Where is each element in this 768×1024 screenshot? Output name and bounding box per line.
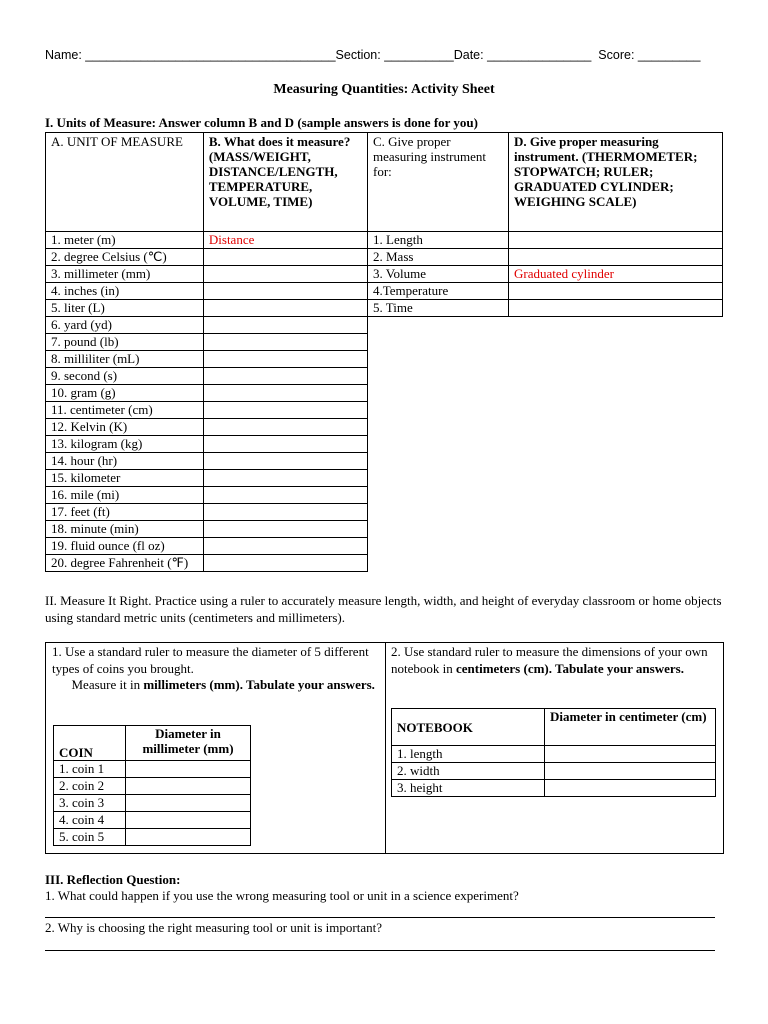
- measure-answer-cell[interactable]: [203, 334, 367, 351]
- table-row: [46, 453, 368, 470]
- notebook-label-cell: 1. length: [392, 746, 545, 763]
- notebook-measure-cell[interactable]: [545, 780, 716, 797]
- coin-table-header: [54, 726, 251, 761]
- unit-cell: 11. centimeter (cm): [46, 402, 204, 419]
- instrument-answer-cell[interactable]: [509, 283, 723, 300]
- instrument-answer-cell[interactable]: Graduated cylinder: [509, 266, 723, 283]
- coin-col-header: COIN: [54, 726, 126, 761]
- instruments-table: [367, 132, 723, 317]
- answer-line-2[interactable]: [45, 950, 715, 951]
- measure-answer-cell[interactable]: [203, 266, 367, 283]
- table-row: [46, 317, 368, 334]
- coin-label-cell: 3. coin 3: [54, 795, 126, 812]
- coin-table: [53, 725, 251, 846]
- coin-diameter-cell[interactable]: [126, 778, 251, 795]
- col-c-header: C. Give proper measuring instrument for:: [368, 133, 509, 232]
- table-row: [46, 300, 368, 317]
- section2-divider: [385, 642, 386, 854]
- measure-answer-cell[interactable]: [203, 317, 367, 334]
- quantity-cell: 1. Length: [368, 232, 509, 249]
- quantity-cell: 5. Time: [368, 300, 509, 317]
- measure-answer-cell[interactable]: [203, 300, 367, 317]
- unit-cell: 17. feet (ft): [46, 504, 204, 521]
- col-b-header: B. What does it measure? (MASS/WEIGHT, DISTANCE/LENGTH, TEMPERATURE, VOLUME, TIME): [203, 133, 367, 232]
- coin-diameter-cell[interactable]: [126, 795, 251, 812]
- table-row: [54, 829, 251, 846]
- task1-instructions: [52, 644, 377, 694]
- units-table: [45, 132, 368, 572]
- table-row: [54, 812, 251, 829]
- coin-label-cell: 5. coin 5: [54, 829, 126, 846]
- table-row: [392, 780, 716, 797]
- unit-cell: 20. degree Fahrenheit (℉): [46, 555, 204, 572]
- table-row: [368, 283, 723, 300]
- page-title: Measuring Quantities: Activity Sheet: [273, 82, 495, 97]
- measure-answer-cell[interactable]: Distance: [203, 232, 367, 249]
- table-row: [54, 778, 251, 795]
- measure-answer-cell[interactable]: [203, 538, 367, 555]
- measure-answer-cell[interactable]: [203, 504, 367, 521]
- units-table-header: [46, 133, 368, 232]
- table-row: [46, 521, 368, 538]
- table-row: [368, 300, 723, 317]
- table-row: [46, 283, 368, 300]
- measure-answer-cell[interactable]: [203, 419, 367, 436]
- unit-cell: 3. millimeter (mm): [46, 266, 204, 283]
- table-row: [368, 249, 723, 266]
- task1-line2-prefix: Measure it in: [71, 677, 144, 692]
- answer-line-1[interactable]: [45, 917, 715, 918]
- instrument-answer-cell[interactable]: [509, 249, 723, 266]
- student-info-line: Name: ____________________________________Section: __________Date: _______________ Score: _________: [45, 48, 701, 62]
- coin-diameter-cell[interactable]: [126, 812, 251, 829]
- unit-cell: 8. milliliter (mL): [46, 351, 204, 368]
- instrument-answer-cell[interactable]: [509, 232, 723, 249]
- task2-instructions: [391, 644, 716, 677]
- table-row: [46, 334, 368, 351]
- table-row: [46, 470, 368, 487]
- table-row: [46, 385, 368, 402]
- table-row: [392, 763, 716, 780]
- measure-answer-cell[interactable]: [203, 385, 367, 402]
- measure-answer-cell[interactable]: [203, 555, 367, 572]
- measure-answer-cell[interactable]: [203, 249, 367, 266]
- unit-cell: 16. mile (mi): [46, 487, 204, 504]
- reflection-question-1: 1. What could happen if you use the wrong measuring tool or unit in a science experiment?: [45, 888, 519, 903]
- unit-cell: 19. fluid ounce (fl oz): [46, 538, 204, 555]
- unit-cell: 10. gram (g): [46, 385, 204, 402]
- coin-label-cell: 1. coin 1: [54, 761, 126, 778]
- section1-heading: I. Units of Measure: Answer column B and D (sample answers is done for you): [45, 115, 478, 130]
- table-row: [46, 538, 368, 555]
- unit-cell: 6. yard (yd): [46, 317, 204, 334]
- unit-cell: 2. degree Celsius (℃): [46, 249, 204, 266]
- unit-cell: 14. hour (hr): [46, 453, 204, 470]
- quantity-cell: 3. Volume: [368, 266, 509, 283]
- coin-label-cell: 4. coin 4: [54, 812, 126, 829]
- notebook-measure-cell[interactable]: [545, 763, 716, 780]
- table-row: [368, 266, 723, 283]
- table-row: [46, 419, 368, 436]
- unit-cell: 15. kilometer: [46, 470, 204, 487]
- table-row: [46, 436, 368, 453]
- table-row: [46, 249, 368, 266]
- quantity-cell: 4.Temperature: [368, 283, 509, 300]
- section2-heading: II. Measure It Right. Practice using a ruler to accurately measure length, width, and height of everyday classroom or home objects using standard metric units (centimeters and millimeters).: [45, 593, 722, 625]
- table-row: [46, 232, 368, 249]
- unit-cell: 9. second (s): [46, 368, 204, 385]
- measure-answer-cell[interactable]: [203, 402, 367, 419]
- unit-cell: 1. meter (m): [46, 232, 204, 249]
- table-row: [368, 232, 723, 249]
- col-a-header: A. UNIT OF MEASURE: [46, 133, 204, 232]
- table-row: [54, 795, 251, 812]
- notebook-measure-cell[interactable]: [545, 746, 716, 763]
- unit-cell: 18. minute (min): [46, 521, 204, 538]
- coin-label-cell: 2. coin 2: [54, 778, 126, 795]
- task1-line2-bold: millimeters (mm). Tabulate your answers.: [143, 677, 375, 692]
- measure-answer-cell[interactable]: [203, 470, 367, 487]
- col-d-header: D. Give proper measuring instrument. (THERMOMETER; STOPWATCH; RULER; GRADUATED CYLINDER; WEIGHING SCALE): [509, 133, 723, 232]
- table-row: [46, 266, 368, 283]
- notebook-diameter-header: Diameter in centimeter (cm): [545, 709, 716, 746]
- notebook-table: [391, 708, 716, 797]
- table-row: [46, 351, 368, 368]
- task2-prefix: 2. Use standard ruler to measure the dimensions of your own notebook in: [391, 644, 708, 676]
- measure-answer-cell[interactable]: [203, 351, 367, 368]
- quantity-cell: 2. Mass: [368, 249, 509, 266]
- table-row: [46, 402, 368, 419]
- measure-answer-cell[interactable]: [203, 283, 367, 300]
- table-row: [46, 368, 368, 385]
- reflection-question-2: 2. Why is choosing the right measuring tool or unit is important?: [45, 920, 382, 935]
- notebook-col-header: NOTEBOOK: [392, 709, 545, 746]
- instrument-answer-cell[interactable]: [509, 300, 723, 317]
- measure-answer-cell[interactable]: [203, 368, 367, 385]
- coin-diameter-cell[interactable]: [126, 829, 251, 846]
- section3-heading: III. Reflection Question:: [45, 872, 181, 887]
- table-row: [46, 504, 368, 521]
- table-row: [392, 746, 716, 763]
- measure-answer-cell[interactable]: [203, 436, 367, 453]
- measure-answer-cell[interactable]: [203, 453, 367, 470]
- instruments-table-header: [368, 133, 723, 232]
- task2-bold: centimeters (cm). Tabulate your answers.: [456, 660, 684, 676]
- unit-cell: 12. Kelvin (K): [46, 419, 204, 436]
- coin-diameter-header: Diameter in millimeter (mm): [126, 726, 251, 761]
- table-row: [54, 761, 251, 778]
- notebook-table-header: [392, 709, 716, 746]
- unit-cell: 5. liter (L): [46, 300, 204, 317]
- notebook-label-cell: 3. height: [392, 780, 545, 797]
- coin-diameter-cell[interactable]: [126, 761, 251, 778]
- table-row: [46, 555, 368, 572]
- unit-cell: 4. inches (in): [46, 283, 204, 300]
- measure-answer-cell[interactable]: [203, 521, 367, 538]
- task1-line1: 1. Use a standard ruler to measure the diameter of 5 different types of coins you brought.: [52, 644, 369, 676]
- unit-cell: 7. pound (lb): [46, 334, 204, 351]
- table-row: [46, 487, 368, 504]
- notebook-label-cell: 2. width: [392, 763, 545, 780]
- measure-answer-cell[interactable]: [203, 487, 367, 504]
- unit-cell: 13. kilogram (kg): [46, 436, 204, 453]
